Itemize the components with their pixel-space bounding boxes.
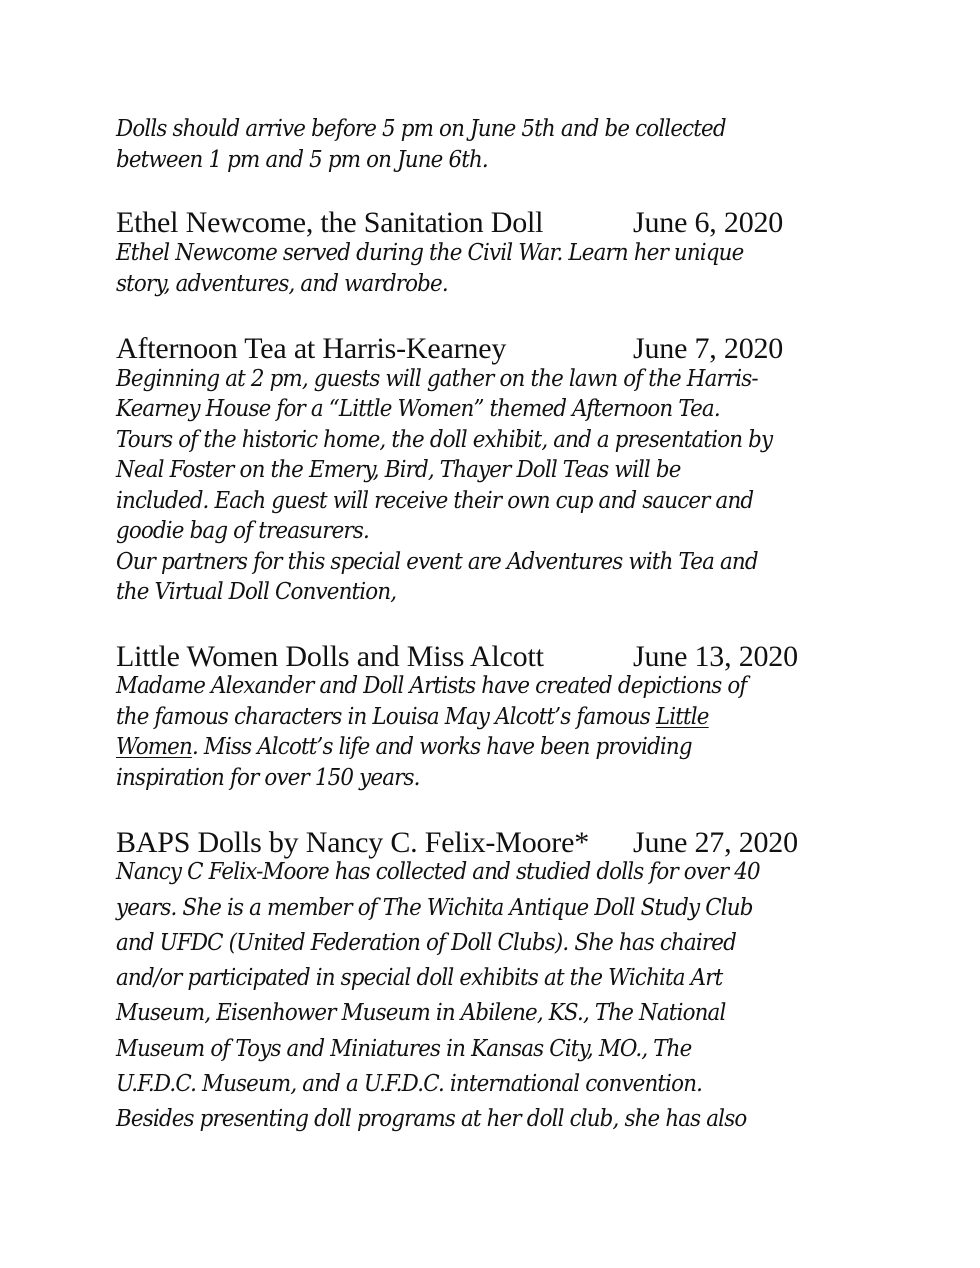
event-heading xyxy=(116,332,876,366)
text-line: Museum, Eisenhower Museum in Abilene, KS., The National xyxy=(116,1000,726,1026)
event-date: June 13, 2020 xyxy=(633,640,798,673)
text-line: Dolls should arrive before 5 pm on June 5th and be collected xyxy=(116,116,726,142)
event-heading xyxy=(116,206,876,240)
text-segment: the famous characters in Louisa May Alcott’s famous xyxy=(116,704,656,730)
event-title: Little Women Dolls and Miss Alcott xyxy=(116,640,544,673)
text-line: Neal Foster on the Emery, Bird, Thayer Doll Teas will be xyxy=(116,457,681,483)
text-line: included. Each guest will receive their own cup and saucer and xyxy=(116,488,754,514)
text-line: years. She is a member of The Wichita Antique Doll Study Club xyxy=(116,895,753,921)
text-line: inspiration for over 150 years. xyxy=(116,765,420,791)
text-line: Museum of Toys and Miniatures in Kansas City, MO., The xyxy=(116,1036,692,1062)
text-line: between 1 pm and 5 pm on June 6th. xyxy=(116,147,488,173)
event-title: BAPS Dolls by Nancy C. Felix-Moore* xyxy=(116,826,590,859)
text-line: U.F.D.C. Museum, and a U.F.D.C. international convention. xyxy=(116,1071,703,1097)
text-line: Our partners for this special event are Adventures with Tea and xyxy=(116,549,758,575)
text-line: Ethel Newcome served during the Civil War. Learn her unique xyxy=(116,240,744,266)
text-line: Besides presenting doll programs at her doll club, she has also xyxy=(116,1106,747,1132)
event-title: Ethel Newcome, the Sanitation Doll xyxy=(116,206,544,239)
book-title-women: Women xyxy=(116,734,192,760)
event-heading xyxy=(116,640,876,674)
book-title-little: Little xyxy=(655,704,709,730)
text-line xyxy=(116,734,692,760)
text-line: and UFDC (United Federation of Doll Clubs). She has chaired xyxy=(116,930,736,956)
event-title: Afternoon Tea at Harris-Kearney xyxy=(116,332,507,365)
event-date: June 6, 2020 xyxy=(633,206,784,239)
event-date: June 7, 2020 xyxy=(633,332,784,365)
text-line: the Virtual Doll Convention, xyxy=(116,579,397,605)
text-line: Nancy C Felix-Moore has collected and studied dolls for over 40 xyxy=(116,859,760,885)
text-line: story, adventures, and wardrobe. xyxy=(116,271,448,297)
text-line: Beginning at 2 pm, guests will gather on the lawn of the Harris- xyxy=(116,366,758,392)
text-line: Kearney House for a “Little Women” themed Afternoon Tea. xyxy=(116,396,720,422)
text-line: and/or participated in special doll exhibits at the Wichita Art xyxy=(116,965,723,991)
text-line: goodie bag of treasurers. xyxy=(116,518,369,544)
text-line: Tours of the historic home, the doll exhibit, and a presentation by xyxy=(116,427,773,453)
text-segment: . Miss Alcott’s life and works have been providing xyxy=(191,734,692,760)
text-line xyxy=(116,704,709,730)
text-line: Madame Alexander and Doll Artists have created depictions of xyxy=(116,673,747,699)
event-heading xyxy=(116,826,876,860)
event-date: June 27, 2020 xyxy=(633,826,798,859)
